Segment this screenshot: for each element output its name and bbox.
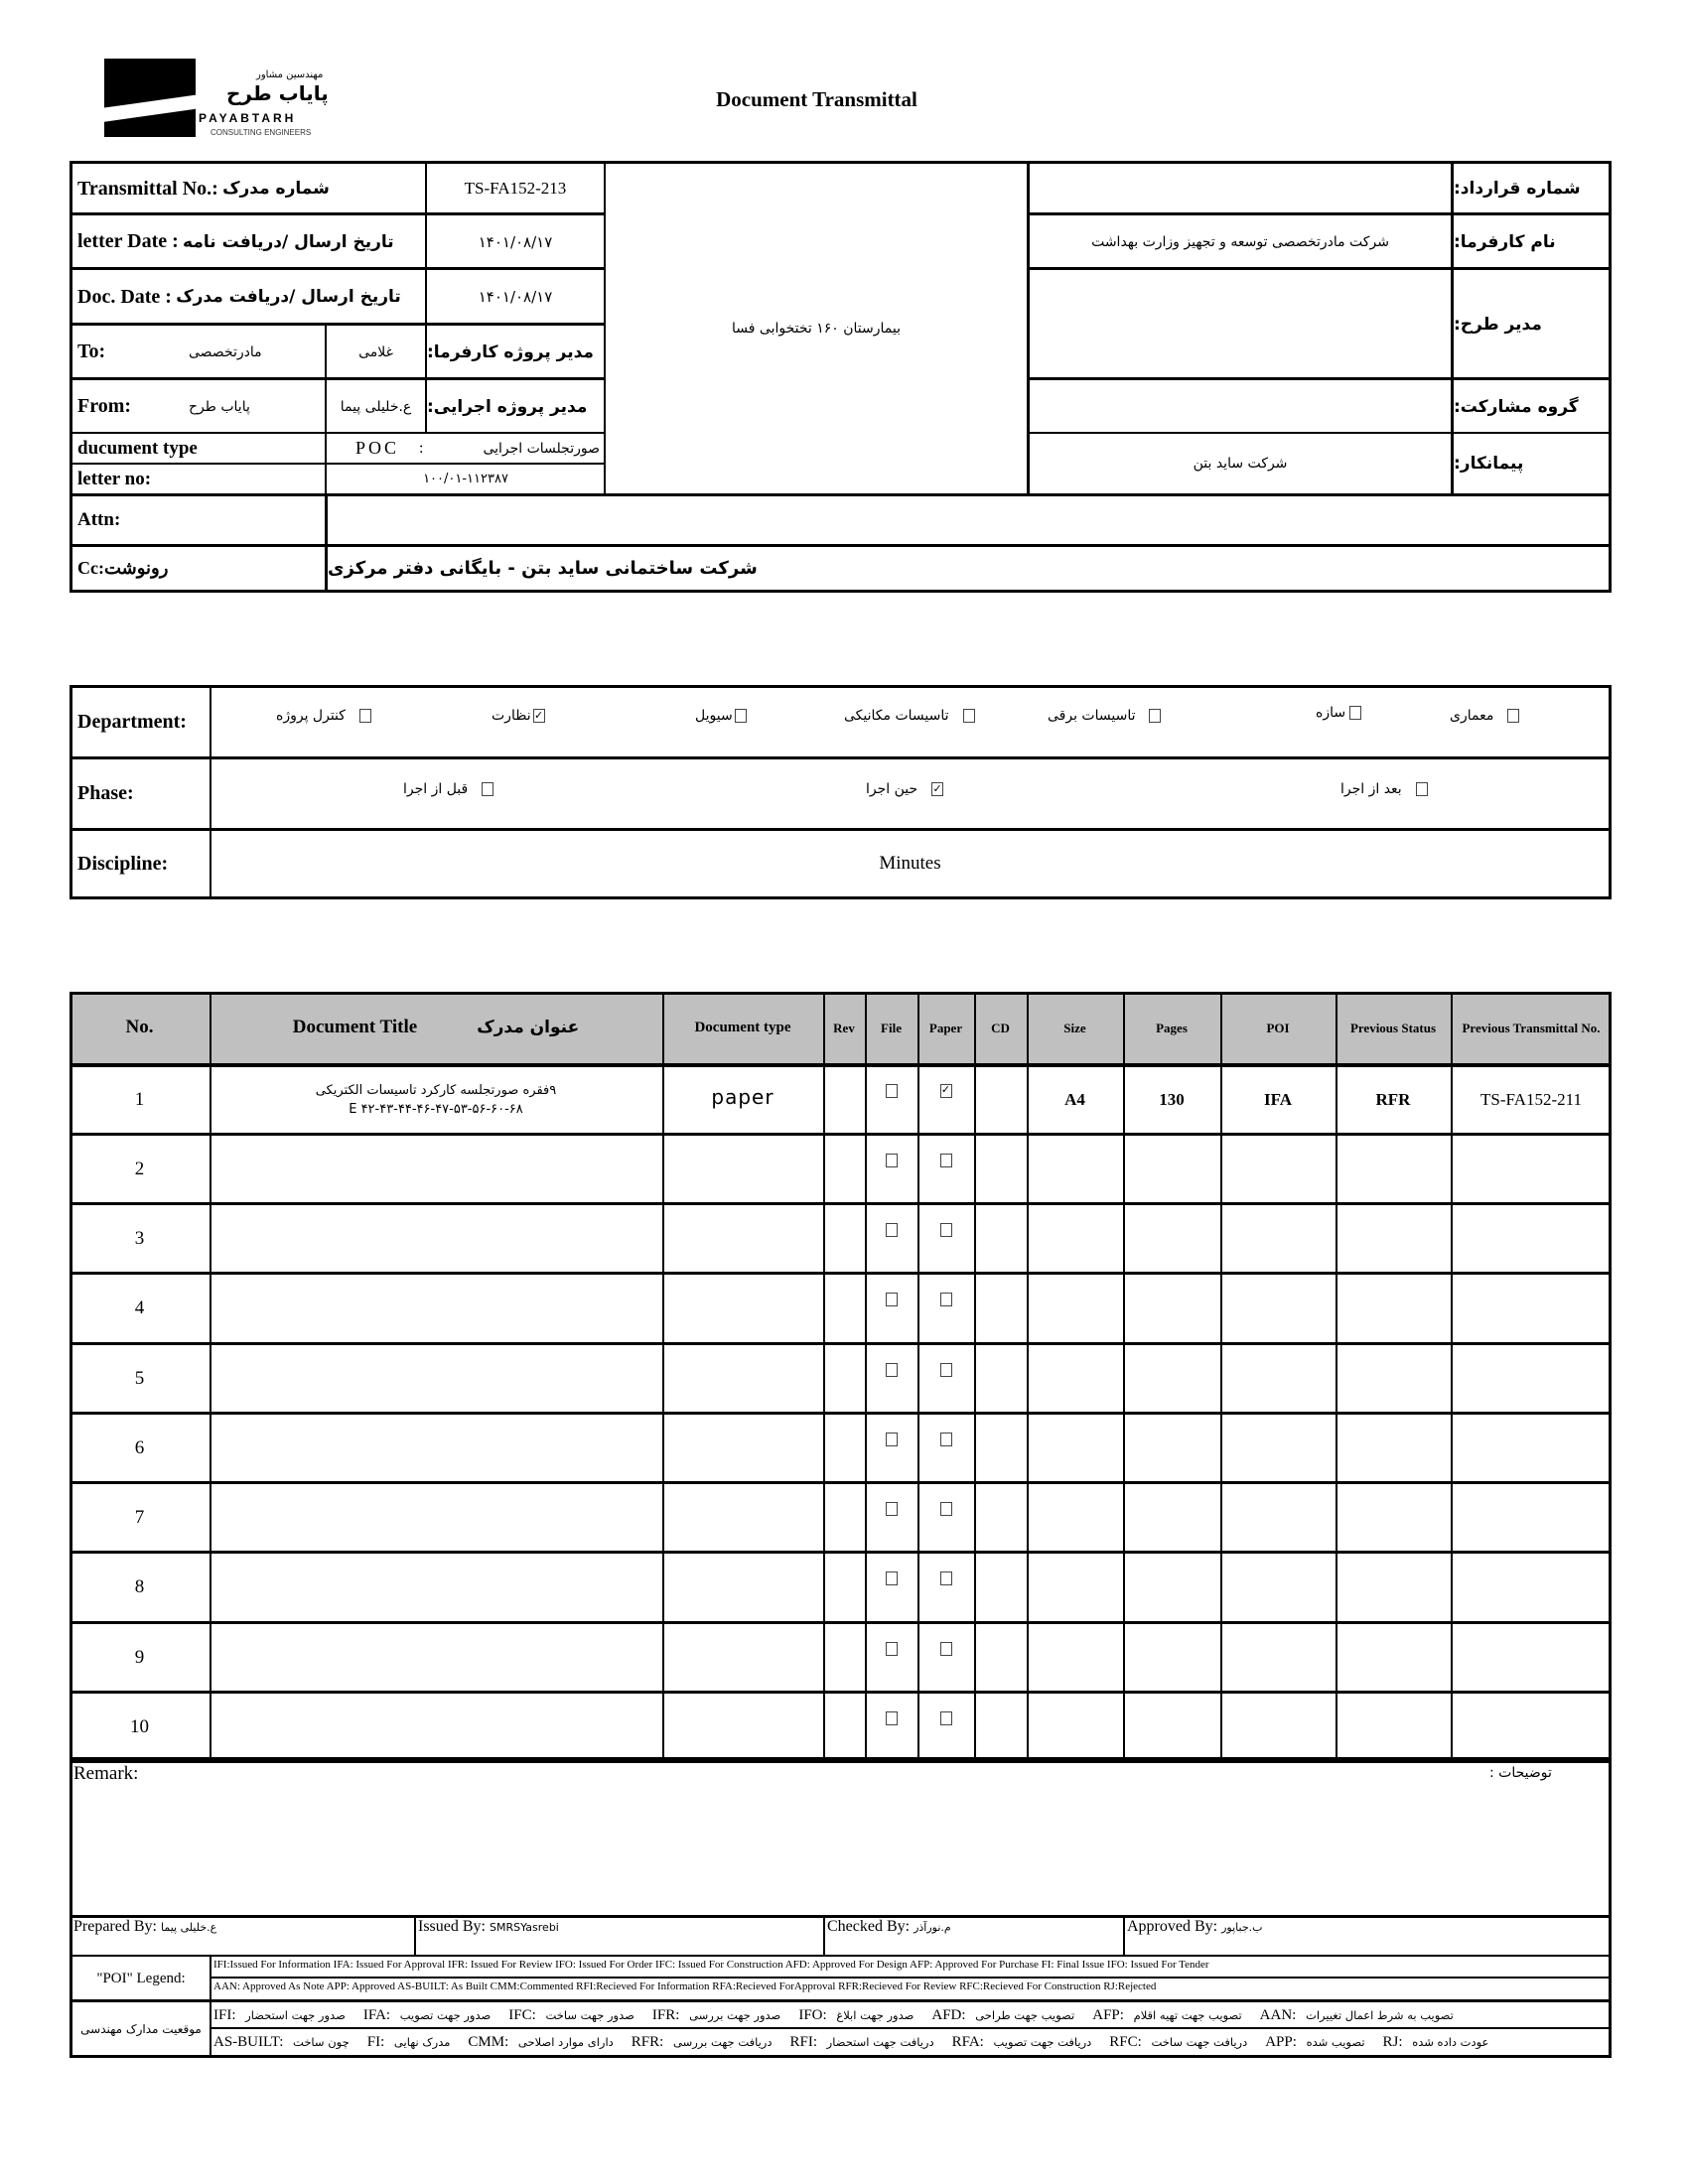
legend-code: CMM: [468,2034,509,2050]
row-file-cell [865,1554,917,1621]
issued-by: Issued By: SMRSYasrebi [418,1918,559,1935]
row-cd [974,1275,1027,1342]
row-number: 5 [134,1367,145,1389]
checkbox-phase-during[interactable]: ✓ [932,782,942,795]
row-document-type [662,1275,823,1342]
approved-by-value: ب.جباپور [1221,1921,1263,1934]
row-poi [1220,1345,1336,1412]
poi-legend-line-2: AAN: Approved As Note APP: Approved AS-BUILT: As Built CMM:Commented RFI:Recieved For Information RFA:Recieved ForApproval RFR:Recieved For Review RFC:Recieved For Construction RJ:Rejected [213,1980,1157,1992]
row-poi [1220,1484,1336,1551]
remark-box[interactable] [70,1760,1612,1916]
contract-number-label: شماره قرارداد: [1454,179,1581,199]
row-paper-cell [917,1136,974,1202]
legend-entry [213,2006,346,2024]
row-file-cell [865,1136,917,1202]
row-previous-status [1336,1415,1451,1481]
legend-entry [952,2033,1092,2051]
row-rev [823,1554,865,1621]
legend-description: عودت داده شده [1408,2035,1489,2049]
checkbox-paper[interactable] [940,1154,952,1167]
legend-entry [363,2006,491,2024]
partnership-group-value [1030,380,1451,433]
row-paper-cell [917,1694,974,1760]
header-paper: Paper [928,1020,963,1035]
checkbox-supervision[interactable]: ✓ [533,709,544,722]
legend-code: APP: [1265,2034,1297,2050]
header-previous-status: Previous Status [1349,1020,1437,1035]
row-previous-transmittal [1451,1694,1612,1760]
row-number: 9 [134,1646,145,1668]
row-file-cell [865,1275,917,1342]
legend-code: RFA: [951,2034,984,2050]
engineering-status-label: موقعیت مدارک مهندسی [80,2022,202,2036]
row-previous-status [1336,1554,1451,1621]
row-pages [1123,1484,1220,1551]
legend-description: صدور جهت ابلاغ [832,2008,914,2022]
row-rev [823,1066,865,1133]
row-previous-status [1336,1694,1451,1760]
row-paper-cell [917,1205,974,1272]
row-file-cell [865,1066,917,1133]
checkbox-project-control[interactable] [359,709,371,723]
row-size [1027,1136,1123,1202]
checkbox-file[interactable] [886,1502,898,1516]
row-poi [1220,1554,1336,1621]
client-name-label: نام کارفرما: [1454,231,1556,252]
legend-code: RFR: [631,2034,664,2050]
legend-description: دریافت جهت ساخت [1147,2035,1248,2049]
row-pages: 130 [1159,1089,1185,1109]
row-poi [1220,1694,1336,1760]
row-size [1027,1484,1123,1551]
legend-entry [1109,2033,1247,2051]
executive-project-manager-label: مدیر پروژه اجرایی: [427,396,588,417]
header-document-title [210,992,662,1063]
to-label: To: [77,341,106,362]
header-title-fa: عنوان مدرک [477,1018,580,1037]
legend-description: تصویب جهت طراحی [971,2008,1075,2022]
row-document-type [662,1484,823,1551]
legend-code: AFP: [1092,2007,1124,2023]
letter-no-label: letter no: [77,468,152,489]
checkbox-paper[interactable] [940,1642,952,1656]
logo-subtitle: CONSULTING ENGINEERS [211,128,312,137]
cc-label: Cc:رونوشت [77,558,169,578]
row-poi [1220,1624,1336,1691]
poi-legend-line-1: IFI:Issued For Information IFA: Issued For Approval IFR: Issued For Review IFO: Issued For Order IFC: Issued For Construction AFD: Approved For Design AFP: Approved For Purchase FI: Final Issue IFO: Issued For Tender [213,1959,1209,1971]
checkbox-paper[interactable] [940,1502,952,1516]
from-person: ع.خلیلی پیما [340,398,412,415]
row-document-title [210,1136,662,1202]
poi-legend-label: "POI" Legend: [96,1970,186,1986]
row-rev [823,1345,865,1412]
checkbox-electrical[interactable] [1149,709,1161,723]
row-previous-transmittal [1451,1275,1612,1342]
approved-by: Approved By: ب.جباپور [1127,1918,1263,1935]
row-document-title [210,1624,662,1691]
row-rev [823,1275,865,1342]
legend-code: RJ: [1382,2034,1403,2050]
department-option-architecture[interactable]: معماری [1450,708,1519,724]
header-file: File [881,1020,902,1035]
row-paper-cell [917,1484,974,1551]
row-previous-transmittal [1451,1136,1612,1202]
plan-manager-label: مدیر طرح: [1454,314,1542,335]
row-previous-status [1336,1484,1451,1551]
row-document-type [662,1205,823,1272]
remark-label: Remark: [73,1763,139,1784]
row-number: 8 [134,1576,145,1597]
engineering-status-line-2 [213,2030,1609,2054]
row-cd [974,1624,1027,1691]
row-cd [974,1345,1027,1412]
legend-description: تصویب به شرط اعمال تغییرات [1302,2008,1454,2022]
letter-date-label: letter Date : تاریخ ارسال /دریافت نامه [77,230,394,252]
row-number: 7 [134,1506,145,1528]
legend-code: IFI: [213,2007,236,2023]
checkbox-file[interactable] [886,1223,898,1237]
to-person: غلامی [358,343,393,360]
legend-description: تصویب شده [1302,2035,1365,2049]
legend-entry [1265,2033,1364,2051]
partnership-group-label: گروه مشارکت: [1454,396,1579,417]
row-title-line-2: E ۴۲-۴۳-۴۴-۴۶-۴۷-۵۳-۵۶-۶۰-۶۸ [349,1101,523,1117]
checkbox-file[interactable] [886,1571,898,1585]
checkbox-paper[interactable] [940,1711,952,1725]
row-pages [1123,1554,1220,1621]
checkbox-file[interactable] [886,1642,898,1656]
header-size: Size [1063,1020,1086,1035]
discipline-label: Discipline: [77,852,169,875]
checkbox-paper[interactable]: ✓ [940,1084,951,1096]
header-rev: Rev [833,1020,855,1035]
header-pages: Pages [1156,1020,1188,1035]
row-cd [974,1484,1027,1551]
row-rev [823,1136,865,1202]
row-pages [1123,1345,1220,1412]
row-cd [974,1066,1027,1133]
checkbox-structure[interactable] [1349,706,1361,720]
department-label: Department: [77,711,187,733]
legend-entry [1383,2033,1489,2051]
row-document-type: paper [711,1084,774,1109]
header-document-type: Document type [694,1019,791,1035]
row-paper-cell [917,1554,974,1621]
row-cd [974,1205,1027,1272]
legend-code: AFD: [931,2007,966,2023]
legend-description: صدور جهت ساخت [541,2008,634,2022]
row-number: 3 [134,1227,145,1249]
document-type-fa: صورتجلسات اجرایی [483,440,600,457]
row-rev [823,1484,865,1551]
row-rev [823,1694,865,1760]
checkbox-architecture[interactable] [1507,709,1519,723]
document-type-value [328,434,604,463]
row-document-type [662,1415,823,1481]
logo-fa-name: پایاب طرح [226,81,329,105]
header-cd: CD [991,1020,1010,1035]
row-document-type [662,1694,823,1760]
row-previous-transmittal [1451,1205,1612,1272]
row-previous-transmittal: TS-FA152-211 [1480,1089,1582,1109]
row-size: A4 [1064,1089,1085,1109]
row-poi [1220,1205,1336,1272]
issued-by-value: SMRSYasrebi [490,1921,559,1934]
row-cd [974,1694,1027,1760]
row-size [1027,1275,1123,1342]
discipline-value: Minutes [879,853,941,874]
row-number: 6 [134,1436,145,1458]
engineering-status-line-1 [213,2004,1609,2026]
row-cd [974,1415,1027,1481]
row-document-type [662,1624,823,1691]
row-document-title [210,1484,662,1551]
row-file-cell [865,1694,917,1760]
header-title-en: Document Title [292,1017,418,1037]
row-paper-cell [917,1624,974,1691]
row-previous-status: RFR [1375,1089,1411,1109]
page-title: Document Transmittal [716,87,917,111]
row-cd [974,1136,1027,1202]
legend-entry [213,2033,350,2051]
department-option-supervision[interactable]: ✓ نظارت [492,708,544,724]
row-document-type [662,1345,823,1412]
header-previous-transmittal: Previous Transmittal No. [1462,1020,1601,1035]
row-paper-cell [917,1275,974,1342]
legend-description: تصویب جهت تهیه اقلام [1129,2008,1242,2022]
row-size [1027,1205,1123,1272]
checkbox-paper[interactable] [940,1433,952,1446]
row-file-cell [865,1484,917,1551]
contractor-label: پیمانکار: [1454,454,1524,474]
legend-entry [632,2033,773,2051]
row-size [1027,1345,1123,1412]
row-file-cell [865,1345,917,1412]
legend-description: چون ساخت [289,2035,350,2049]
project-name: بیمارستان ۱۶۰ تختخوابی فسا [732,321,901,337]
row-paper-cell [917,1066,974,1133]
legend-description: دریافت جهت استحضار [823,2035,934,2049]
letter-no-value: ۱۰۰/۰۱-۱۱۲۳۸۷ [423,472,508,486]
remark-label-fa: توضیحات : [1489,1765,1552,1781]
document-type-separator: : [419,439,424,457]
logo-fa-subtitle: مهندسین مشاور [256,69,324,80]
checkbox-file[interactable] [886,1363,898,1377]
document-type-code: POC [355,438,400,458]
checkbox-file[interactable] [886,1433,898,1446]
row-file-cell [865,1415,917,1481]
row-poi: IFA [1263,1089,1292,1109]
letter-date-value: ۱۴۰۱/۰۸/۱۷ [478,232,553,251]
checkbox-paper[interactable] [940,1571,952,1585]
legend-description: مدرک نهایی [390,2035,451,2049]
attn-label: Attn: [77,509,121,530]
row-document-title [210,1275,662,1342]
row-pages [1123,1694,1220,1760]
phase-option-before[interactable]: قبل از اجرا [403,781,493,797]
row-size [1027,1694,1123,1760]
checked-by: Checked By: م.نورآذر [827,1918,951,1935]
row-cd [974,1554,1027,1621]
header-no: No. [125,1017,154,1037]
checkbox-paper[interactable] [940,1363,952,1377]
legend-entry [1092,2006,1241,2024]
legend-entry [798,2006,914,2024]
from-organization: پایاب طرح [189,398,250,415]
checkbox-phase-before[interactable] [482,782,493,796]
legend-code: IFR: [651,2007,680,2023]
prepared-by-value: ع.خلیلی پیما [160,1921,217,1934]
legend-code: IFC: [508,2007,536,2023]
contract-number-value [1030,164,1451,213]
logo-en-name: PAYABTARH [199,111,297,125]
row-document-title [210,1415,662,1481]
document-type-label: ducument type [77,437,198,459]
row-document-title [210,1066,662,1133]
logo-swoosh-icon [104,94,196,125]
legend-code: IFO: [798,2007,827,2023]
row-number: 1 [134,1088,145,1110]
legend-description: صدور جهت تصویب [396,2008,492,2022]
row-rev [823,1415,865,1481]
doc-date-value: ۱۴۰۱/۰۸/۱۷ [478,288,553,306]
plan-manager-value [1030,270,1451,378]
row-rev [823,1205,865,1272]
legend-code: FI: [366,2034,385,2050]
row-number: 10 [130,1715,149,1737]
row-paper-cell [917,1415,974,1481]
legend-entry [790,2033,934,2051]
row-poi [1220,1275,1336,1342]
phase-label: Phase: [77,782,134,804]
client-name-value: شرکت مادرتخصصی توسعه و تجهیز وزارت بهداشت [1091,233,1389,250]
row-document-type [662,1136,823,1202]
checkbox-phase-after[interactable] [1416,782,1428,796]
row-file-cell [865,1205,917,1272]
row-size [1027,1554,1123,1621]
row-document-type [662,1554,823,1621]
row-previous-status [1336,1624,1451,1691]
legend-entry [652,2006,780,2024]
attn-value [328,496,1609,544]
row-poi [1220,1136,1336,1202]
cc-value: شرکت ساختمانی ساید بتن - بایگانی دفتر مرکزی [328,558,758,579]
header-poi: POI [1266,1020,1290,1035]
prepared-by: Prepared By: ع.خلیلی پیما [73,1918,217,1935]
phase-option-after[interactable]: بعد از اجرا [1340,781,1428,797]
row-pages [1123,1624,1220,1691]
checked-by-value: م.نورآذر [914,1921,951,1934]
legend-entry [508,2006,634,2024]
checkbox-paper[interactable] [940,1293,952,1306]
legend-description: دریافت جهت بررسی [669,2035,773,2049]
department-option-electrical[interactable]: تاسیسات برقی [1048,708,1161,724]
company-logo [104,59,196,137]
department-option-project-control[interactable]: کنترل پروژه [276,708,371,724]
legend-code: RFC: [1109,2034,1142,2050]
contractor-value: شرکت ساید بتن [1193,456,1288,472]
legend-description: صدور جهت بررسی [685,2008,781,2022]
checkbox-file[interactable] [886,1084,898,1098]
legend-code: AAN: [1259,2007,1297,2023]
department-option-structure[interactable]: سازه [1316,705,1361,721]
row-previous-transmittal [1451,1415,1612,1481]
row-pages [1123,1136,1220,1202]
legend-entry [468,2033,613,2051]
legend-entry [1260,2006,1454,2024]
legend-code: IFA: [362,2007,391,2023]
checkbox-paper[interactable] [940,1223,952,1237]
checkbox-file[interactable] [886,1154,898,1167]
row-number: 4 [134,1297,145,1318]
row-size [1027,1624,1123,1691]
transmittal-no-value: TS-FA152-213 [464,179,567,198]
checkbox-civil[interactable] [735,709,747,723]
phase-option-during[interactable]: ✓ حین اجرا [866,781,942,797]
legend-code: AS-BUILT: [213,2034,284,2050]
row-previous-status [1336,1345,1451,1412]
row-rev [823,1624,865,1691]
row-paper-cell [917,1345,974,1412]
legend-description: دارای موارد اصلاحی [514,2035,614,2049]
row-previous-status [1336,1205,1451,1272]
legend-description: صدور جهت استحضار [241,2008,346,2022]
row-pages [1123,1275,1220,1342]
row-previous-transmittal [1451,1554,1612,1621]
doc-date-label: Doc. Date : تاریخ ارسال /دریافت مدرک [77,285,401,308]
from-label: From: [77,395,132,417]
checkbox-mechanical[interactable] [963,709,975,723]
row-pages [1123,1415,1220,1481]
row-number: 2 [134,1158,145,1179]
legend-description: دریافت جهت تصویب [989,2035,1092,2049]
department-option-mechanical[interactable]: تاسیسات مکانیکی [844,708,975,724]
row-file-cell [865,1624,917,1691]
legend-entry [367,2033,451,2051]
checkbox-file[interactable] [886,1293,898,1306]
row-previous-transmittal [1451,1345,1612,1412]
row-previous-status [1336,1136,1451,1202]
legend-code: RFI: [789,2034,818,2050]
row-size [1027,1415,1123,1481]
row-poi [1220,1415,1336,1481]
row-previous-transmittal [1451,1624,1612,1691]
legend-entry [931,2006,1074,2024]
client-project-manager-label: مدیر پروژه کارفرما: [427,341,594,362]
row-document-title [210,1205,662,1272]
row-document-title [210,1694,662,1760]
row-title-line-1: ۹فقره صورتجلسه کارکرد تاسیسات الکتریکی [315,1082,557,1098]
transmittal-no-label: Transmittal No.: شماره مدرک [77,177,330,200]
to-organization: مادرتخصصی [189,343,262,360]
department-option-civil[interactable]: سیویل [695,708,747,724]
row-pages [1123,1205,1220,1272]
checkbox-file[interactable] [886,1711,898,1725]
row-previous-status [1336,1275,1451,1342]
row-document-title [210,1554,662,1621]
row-document-title [210,1345,662,1412]
row-previous-transmittal [1451,1484,1612,1551]
